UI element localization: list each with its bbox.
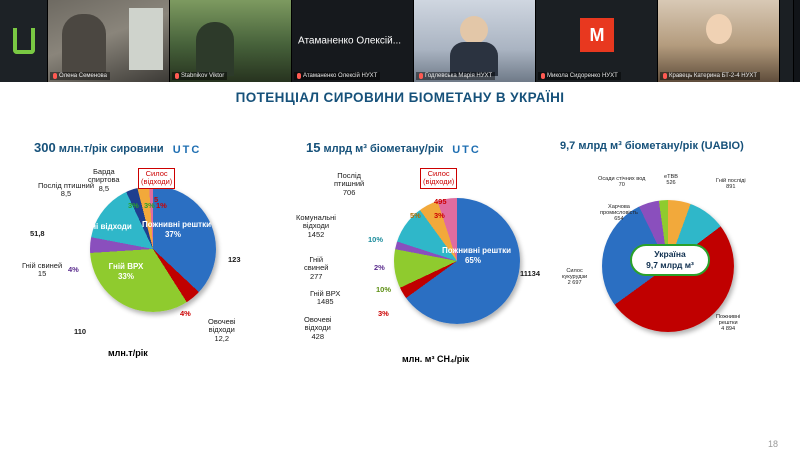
participant-silhouette: [62, 14, 106, 74]
background-wall: [129, 8, 163, 70]
video-conference-strip: [0, 0, 800, 82]
pct-gniy-svyney: 4%: [68, 265, 79, 274]
logo-tile: [0, 0, 48, 82]
callout-kharchova: Харчова промисловість 654: [600, 204, 638, 223]
mic-muted-icon: [297, 73, 301, 79]
pct-sylos-2b: 3%: [434, 211, 445, 220]
callout-pozhnyvni-value: 123: [228, 255, 241, 264]
callout-gniy-vrh-value: 110: [74, 327, 87, 336]
participant-silhouette: [196, 22, 234, 76]
participant-tile[interactable]: [170, 0, 292, 82]
callout-ovochevi: Овочеві відходи 12,2: [208, 317, 236, 343]
participant-name: Годлевська Марія НУХТ: [416, 72, 495, 80]
participant-tile[interactable]: [536, 0, 658, 82]
chart-panel-3: [556, 140, 796, 430]
callout-gniy-svyney: Гній свиней 15: [22, 261, 63, 279]
callout-osady: Осади стічних вод 70: [598, 176, 646, 189]
callout-gniy-vrh-2: Гній ВРХ 1485: [310, 289, 341, 307]
brand-logo-icon: [13, 28, 35, 54]
pct-sylos-2: 1%: [156, 201, 167, 210]
slice-label-pozhnyvni: Пожнивні рештки 37%: [142, 220, 211, 239]
slide-page-number: 18: [767, 439, 778, 449]
slice-label-gniy-vrh: Гній ВРХ 33%: [108, 262, 144, 281]
page-title: ПОТЕНЦІАЛ СИРОВИНИ БІОМЕТАНУ В УКРАЇНІ: [235, 90, 565, 105]
callout-pozhnyvni-3: Пожнивні рештки 4 894: [716, 314, 741, 333]
callout-sylos-2: Силос (відходи): [420, 168, 457, 189]
pct-barda: 3%: [144, 201, 155, 210]
participant-name: Кравець Катерина БТ-2-4 НУХТ: [660, 72, 760, 80]
participant-tile-active-speaker[interactable]: [292, 0, 414, 82]
pct-ovochevi: 4%: [180, 309, 191, 318]
participant-face: [706, 14, 732, 44]
chart-panel-2: [282, 140, 552, 430]
participant-face: [460, 16, 488, 44]
callout-barda: Барда спиртова 8,5: [88, 167, 120, 193]
callout-gniy-svyney-2: Гній свиней 277: [304, 255, 329, 281]
callout-ovochevi-2: Овочеві відходи 428: [304, 315, 332, 341]
slice-label-pozhnyvni-2: Пожнивні рештки 65%: [442, 246, 511, 265]
chart-panel-1: [22, 140, 272, 430]
pct-gniy-vrh-2: 10%: [376, 285, 392, 294]
ukraine-center-label: Україна 9,7 млрд м³: [630, 244, 710, 276]
callout-sylos-kukurudzy: Силос кукурудзи 2 697: [562, 268, 588, 287]
pie-chart-3: [556, 158, 796, 408]
callout-poslid-2: Послід птишний 706: [334, 171, 365, 197]
mic-muted-icon: [663, 73, 667, 79]
participant-name: Атаманенко Олексій НУХТ: [294, 72, 380, 80]
mic-muted-icon: [419, 73, 423, 79]
pct-poslid-2: 5%: [410, 211, 421, 220]
utc-logo: UTC: [452, 144, 481, 156]
participant-tile[interactable]: [48, 0, 170, 82]
active-speaker-label: Атаманенко Олексій...: [298, 35, 402, 47]
chart-1-title: 300 млн.т/рік сировини UTC: [34, 140, 202, 156]
participant-name: Stabnikov Viktor: [172, 72, 227, 80]
callout-sylos-2-value: 495: [434, 197, 447, 206]
pct-ovochevi-2: 3%: [378, 309, 389, 318]
callout-sylos-value: 5: [154, 195, 159, 204]
callout-etvv: еТВВ 526: [664, 174, 678, 187]
pie-chart-2: [282, 158, 552, 408]
mic-muted-icon: [175, 73, 179, 79]
pct-sylos: 3%: [128, 201, 139, 210]
callout-pozhnyvni-2-value: 11134: [520, 269, 541, 278]
participant-body: [450, 42, 498, 76]
chart-2-unit-caption: млн. м³ СН₄/рік: [402, 354, 470, 364]
participant-name: Микола Сидоренко НУХТ: [538, 72, 621, 80]
chart-3-title: 9,7 млрд м³ біометану/рік (UABIO): [560, 140, 744, 152]
pie-chart-1: [22, 158, 272, 408]
pct-komunalni-2: 10%: [368, 235, 384, 244]
callout-sylos: Силос (відходи): [138, 168, 175, 189]
utc-logo: UTC: [172, 144, 202, 156]
callout-komunalni-2: Комунальні відходи 1452: [296, 213, 336, 239]
slide: [0, 82, 800, 459]
strip-edge: [780, 0, 794, 82]
participant-tile[interactable]: [658, 0, 780, 82]
avatar: М: [580, 18, 614, 52]
pct-gniy-svyney-2: 2%: [374, 263, 385, 272]
chart-2-title: 15 млрд м³ біометану/рік UTC: [306, 140, 481, 156]
callout-gniy-poslidi: Гній посліді 891: [716, 178, 746, 191]
slice-label-komunalni: Комунальні відходи 15%: [52, 222, 132, 241]
callout-poslid: Послід птишний 8,5: [38, 181, 95, 199]
chart-1-unit-caption: млн.т/рік: [108, 348, 148, 358]
mic-muted-icon: [53, 73, 57, 79]
callout-komunalni-value: 51,8: [30, 229, 45, 238]
participant-tile[interactable]: [414, 0, 536, 82]
mic-muted-icon: [541, 73, 545, 79]
participant-name: Олена Семенова: [50, 72, 110, 80]
